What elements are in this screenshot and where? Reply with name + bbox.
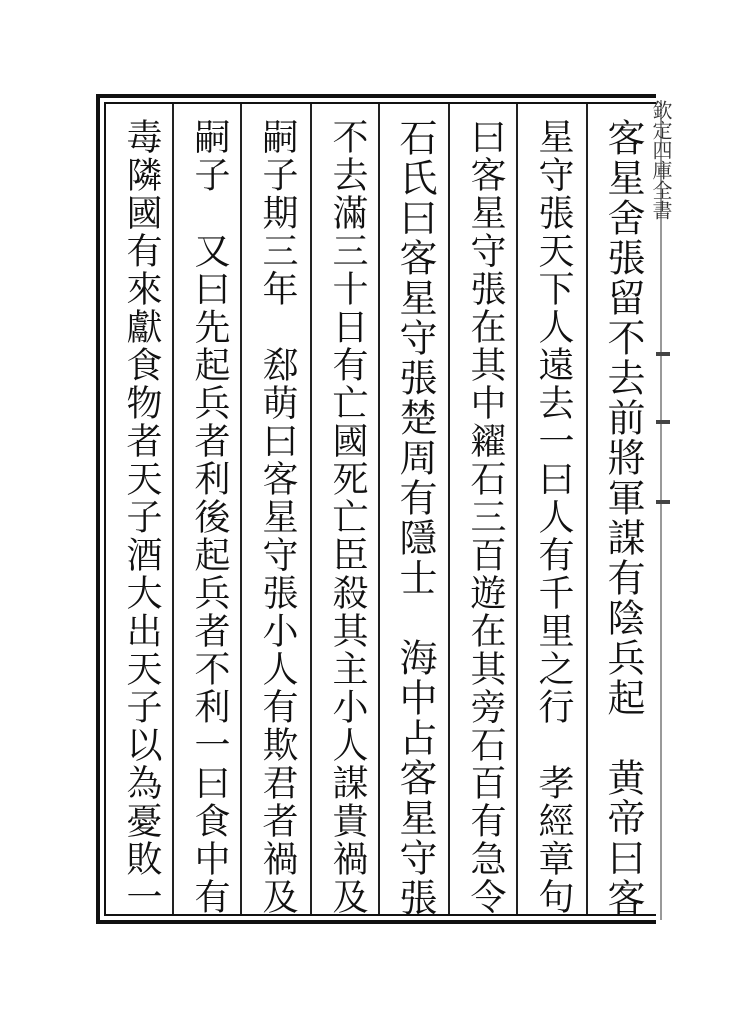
column-rule	[378, 104, 380, 914]
text-column-8: 毒隣國有來獻食物者天子酒大出天子以為憂敗一	[121, 118, 162, 916]
text-column-2: 星守張天下人遠去一曰人有千里之行 孝經章句	[533, 118, 574, 916]
fold-mark	[656, 420, 670, 424]
column-rule	[448, 104, 450, 914]
column-rule	[310, 104, 312, 914]
fold-mark	[656, 352, 670, 356]
text-column-5: 不去滿三十日有亡國死亡臣殺其主小人謀貴禍及	[327, 118, 368, 916]
text-column-1: 客星舍張留不去前將軍謀有陰兵起 黄帝曰客	[601, 118, 645, 918]
column-rule	[586, 104, 588, 914]
frame-top-line	[104, 102, 656, 104]
column-rule	[516, 104, 518, 914]
fold-mark	[656, 500, 670, 504]
frame-left-line	[104, 102, 106, 916]
gutter-title: 欽定四庫全書	[649, 100, 673, 220]
text-column-7: 嗣子 又曰先起兵者利後起兵者不利一曰食中有	[189, 118, 230, 916]
column-rule	[172, 104, 174, 914]
text-column-6: 嗣子期三年 郄萌曰客星守張小人有欺君者禍及	[257, 118, 298, 916]
text-column-3: 曰客星守張在其中糴石三百遊在其旁石百有急令	[465, 118, 506, 916]
text-column-4: 石氏曰客星守張楚周有隱士 海中占客星守張	[393, 118, 437, 918]
column-rule	[240, 104, 242, 914]
